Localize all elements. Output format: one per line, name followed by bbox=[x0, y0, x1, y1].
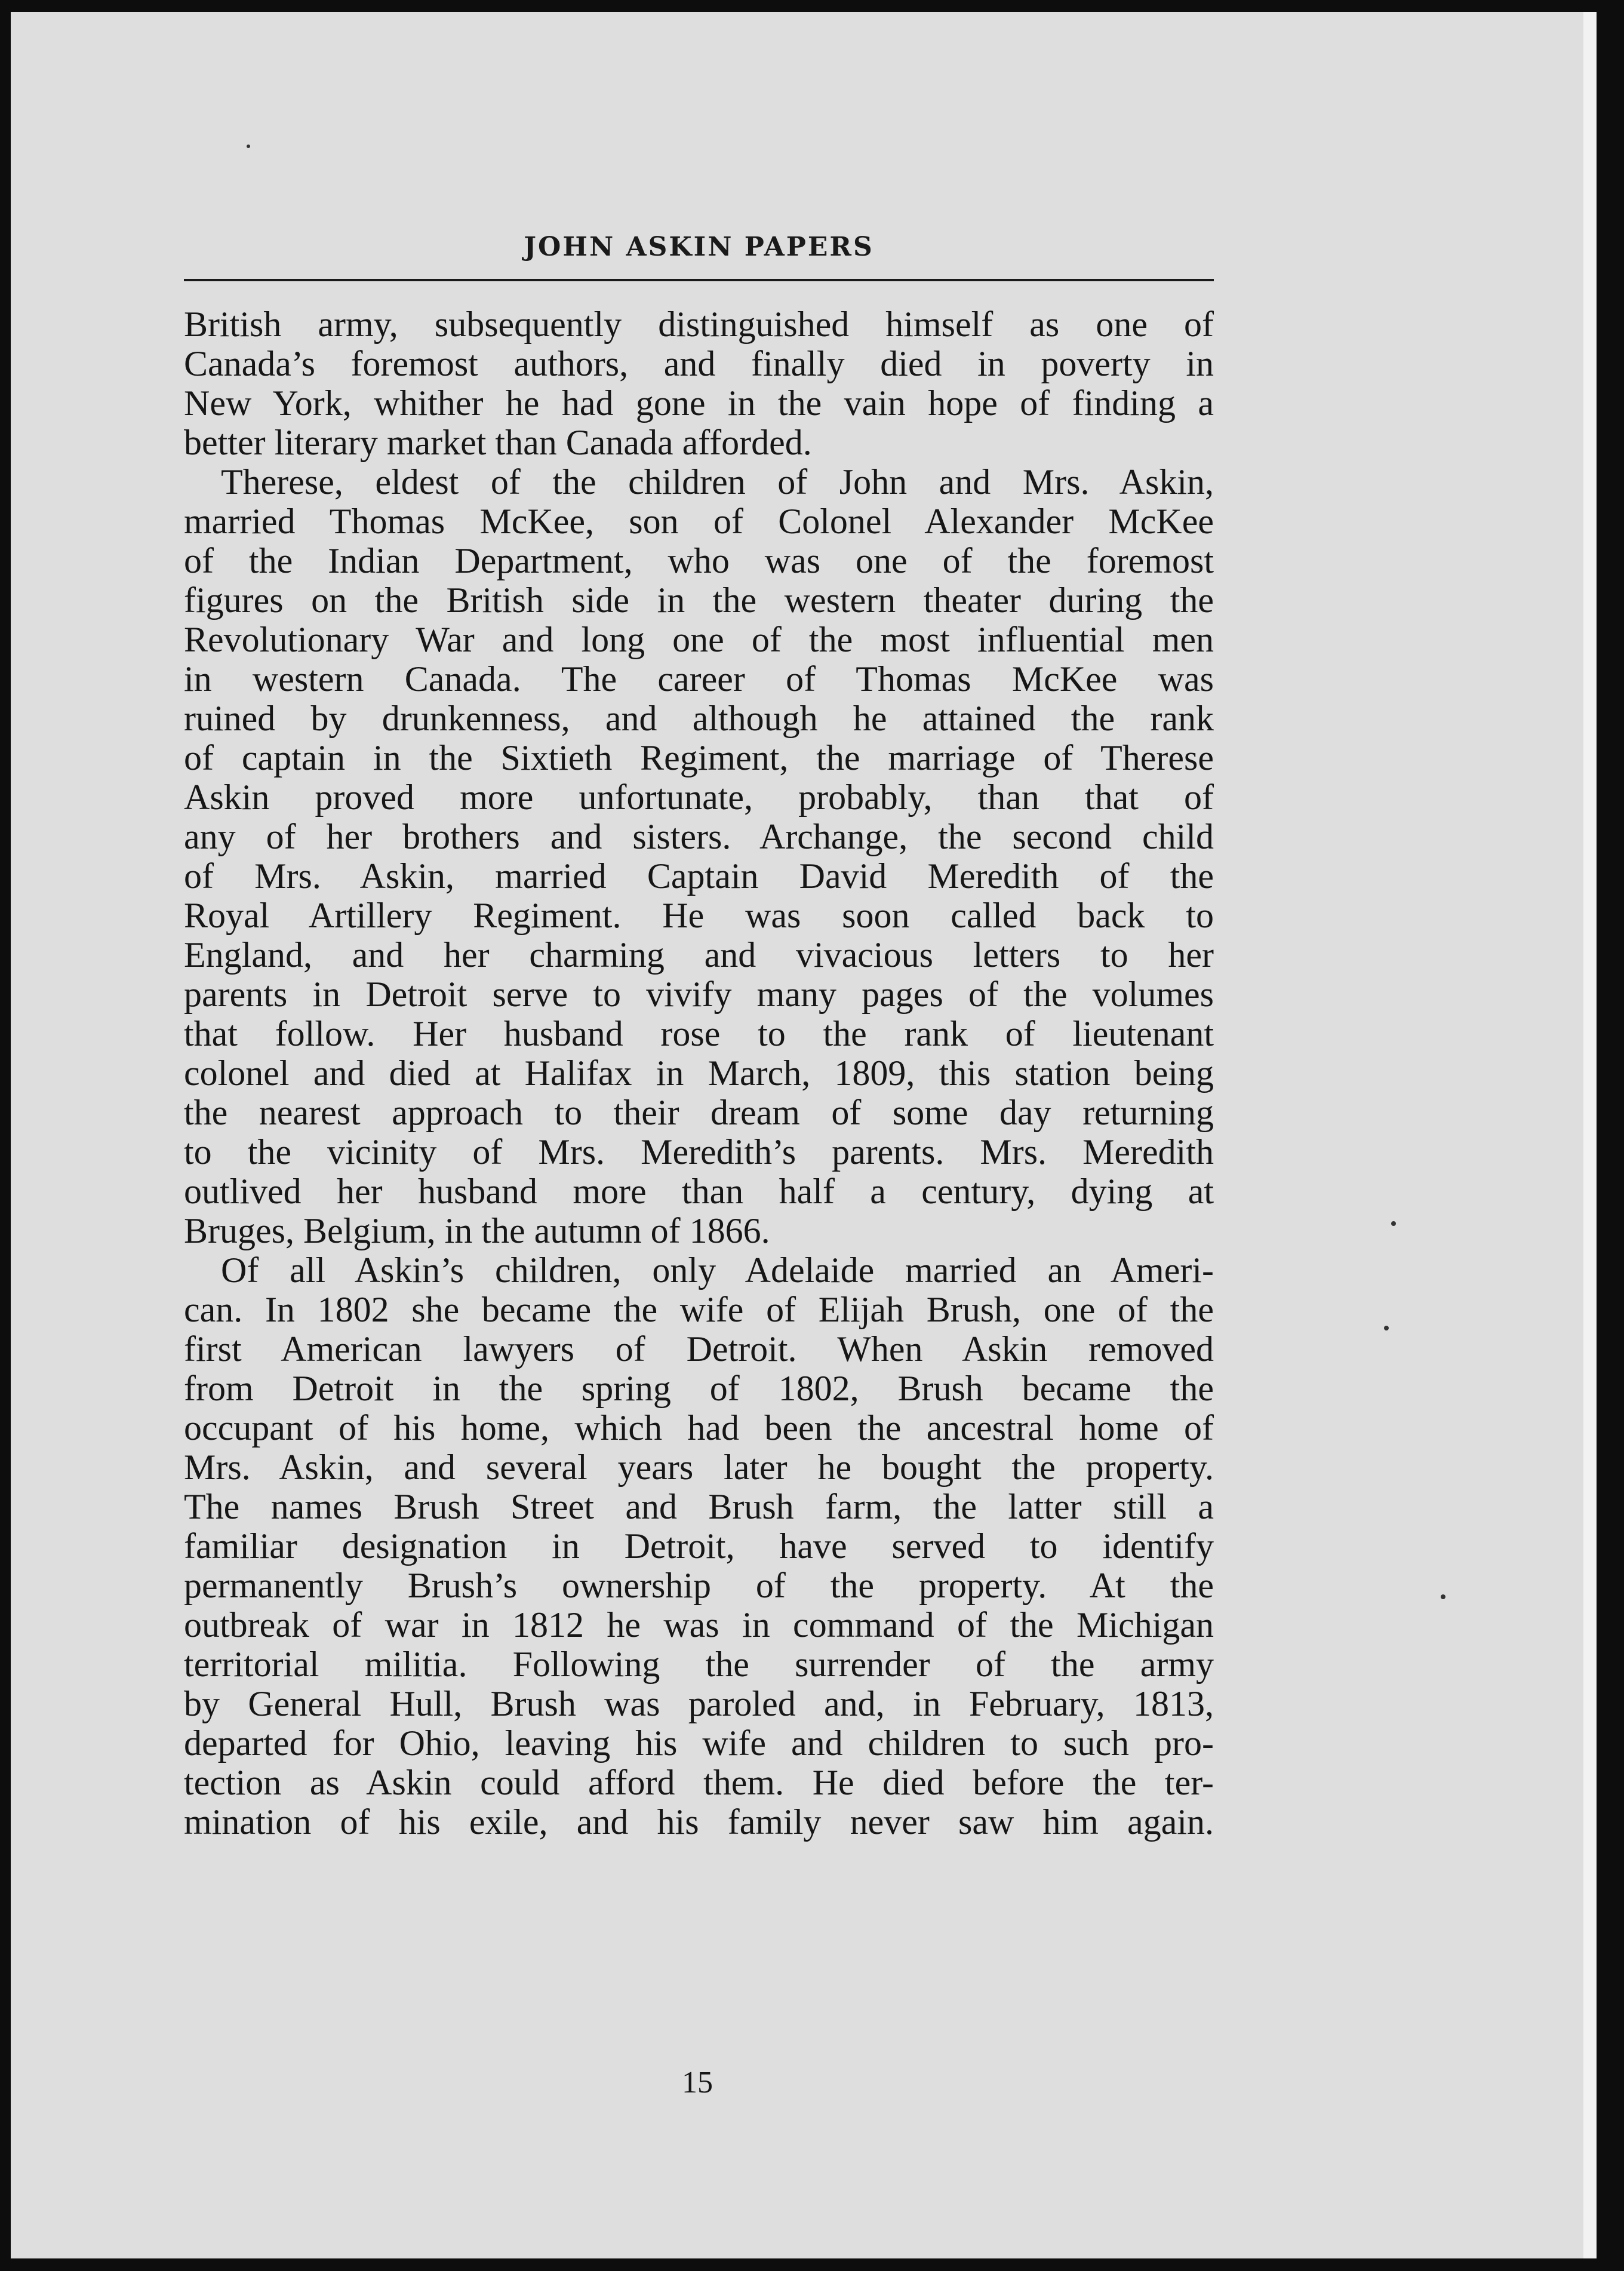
text-line: of the Indian Department, who was one of the foremost bbox=[184, 541, 1214, 580]
text-line: Royal Artillery Regiment. He was soon called back to bbox=[184, 896, 1214, 935]
text-line: by General Hull, Brush was paroled and, in February, 1813, bbox=[184, 1684, 1214, 1723]
text-line: outbreak of war in 1812 he was in command of the Michigan bbox=[184, 1605, 1214, 1645]
text-line: British army, subsequently distinguished himself as one of bbox=[184, 305, 1214, 344]
text-line: departed for Ohio, leaving his wife and children to such pro- bbox=[184, 1723, 1214, 1763]
paper-speck bbox=[1384, 1326, 1389, 1330]
text-line: colonel and died at Halifax in March, 1809, this station being bbox=[184, 1053, 1214, 1093]
running-head: JOHN ASKIN PAPERS bbox=[524, 232, 874, 262]
text-line: England, and her charming and vivacious letters to her bbox=[184, 935, 1214, 975]
text-line: the nearest approach to their dream of some day returning bbox=[184, 1093, 1214, 1132]
text-line: in western Canada. The career of Thomas McKee was bbox=[184, 659, 1214, 699]
text-line: figures on the British side in the western theater during the bbox=[184, 580, 1214, 620]
text-line: any of her brothers and sisters. Archange, the second child bbox=[184, 817, 1214, 856]
text-line: first American lawyers of Detroit. When Askin removed bbox=[184, 1329, 1214, 1369]
body-text bbox=[184, 305, 1214, 1842]
text-line: Of all Askin’s children, only Adelaide married an Ameri- bbox=[221, 1250, 1214, 1290]
text-line: Bruges, Belgium, in the autumn of 1866. bbox=[184, 1211, 770, 1250]
text-line: New York, whither he had gone in the vain hope of finding a bbox=[184, 383, 1214, 423]
paper-speck bbox=[247, 145, 250, 148]
text-line: from Detroit in the spring of 1802, Brush became the bbox=[184, 1369, 1214, 1408]
text-line: permanently Brush’s ownership of the property. At the bbox=[184, 1566, 1214, 1605]
page-number: 15 bbox=[682, 2066, 713, 2100]
text-line: parents in Detroit serve to vivify many pages of the volumes bbox=[184, 975, 1214, 1014]
text-line: ruined by drunkenness, and although he attained the rank bbox=[184, 699, 1214, 738]
text-line: of captain in the Sixtieth Regiment, the marriage of Therese bbox=[184, 738, 1214, 778]
text-line: that follow. Her husband rose to the rank of lieutenant bbox=[184, 1014, 1214, 1053]
text-line: Therese, eldest of the children of John and Mrs. Askin, bbox=[221, 462, 1214, 502]
text-line: mination of his exile, and his family never saw him again. bbox=[184, 1802, 1214, 1842]
text-line: Revolutionary War and long one of the most influential men bbox=[184, 620, 1214, 659]
text-line: outlived her husband more than half a century, dying at bbox=[184, 1172, 1214, 1211]
text-line: The names Brush Street and Brush farm, the latter still a bbox=[184, 1487, 1214, 1526]
text-line: occupant of his home, which had been the ancestral home of bbox=[184, 1408, 1214, 1448]
book-page bbox=[11, 12, 1597, 2258]
text-line: can. In 1802 she became the wife of Elijah Brush, one of the bbox=[184, 1290, 1214, 1329]
header-rule bbox=[184, 279, 1214, 281]
text-line: better literary market than Canada afforded. bbox=[184, 423, 812, 462]
paper-speck bbox=[1441, 1594, 1445, 1599]
text-line: of Mrs. Askin, married Captain David Meredith of the bbox=[184, 856, 1214, 896]
text-line: Canada’s foremost authors, and finally died in poverty in bbox=[184, 344, 1214, 383]
text-line: Mrs. Askin, and several years later he bought the property. bbox=[184, 1448, 1214, 1487]
text-line: territorial militia. Following the surrender of the army bbox=[184, 1645, 1214, 1684]
text-line: Askin proved more unfortunate, probably, than that of bbox=[184, 778, 1214, 817]
text-line: married Thomas McKee, son of Colonel Alexander McKee bbox=[184, 502, 1214, 541]
paper-speck bbox=[1391, 1221, 1396, 1226]
text-line: tection as Askin could afford them. He died before the ter- bbox=[184, 1763, 1214, 1802]
text-line: to the vicinity of Mrs. Meredith’s parents. Mrs. Meredith bbox=[184, 1132, 1214, 1172]
text-line: familiar designation in Detroit, have served to identify bbox=[184, 1526, 1214, 1566]
